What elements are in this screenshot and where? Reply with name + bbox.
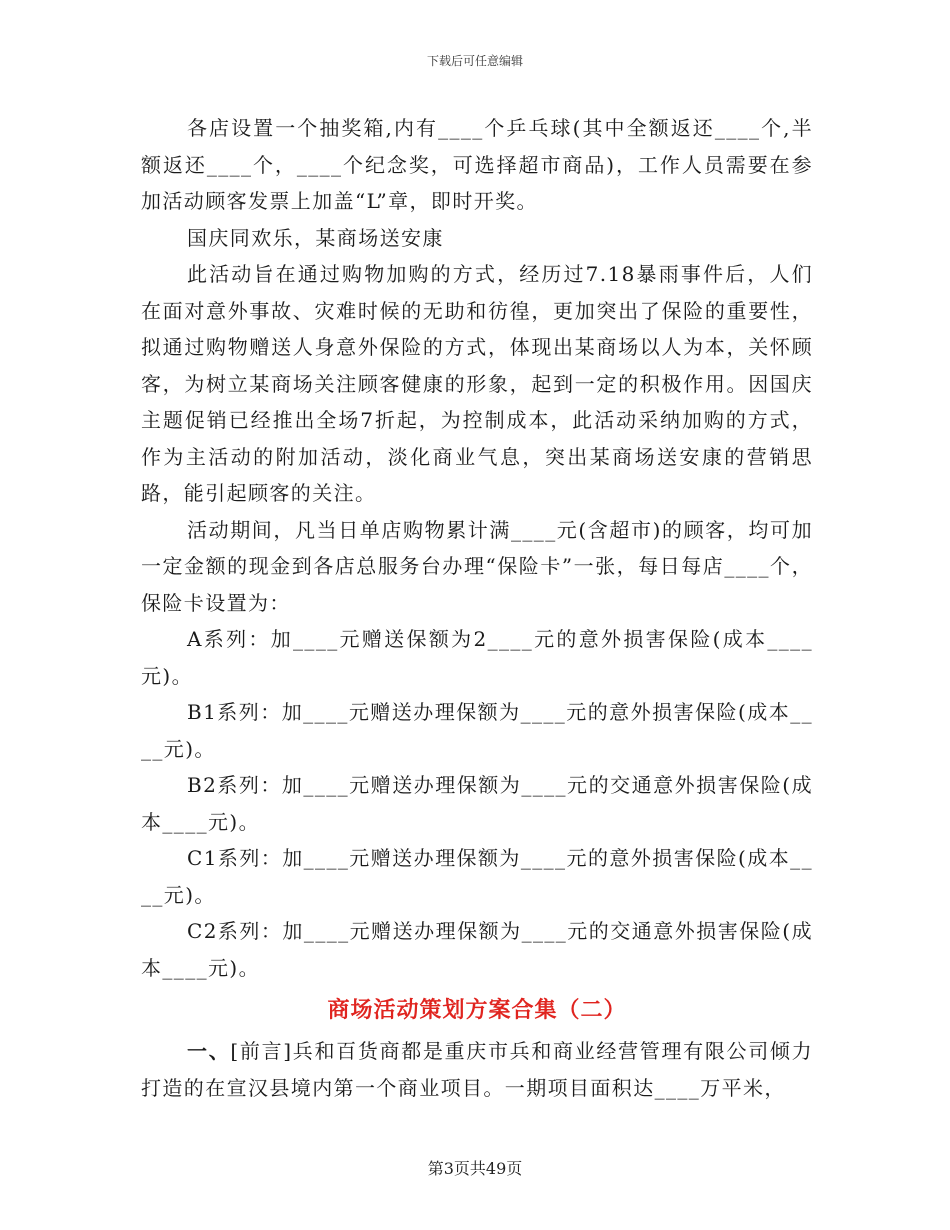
- paragraph-series-c2: C2系列：加____元赠送办理保额为____元的交通意外损害保险(成本____元)。: [141, 919, 813, 980]
- paragraph-purpose: 此活动旨在通过购物加购的方式，经历过7.18暴雨事件后，人们在面对意外事故、灾难时候的无助和彷徨，更加突出了保险的重要性，拟通过购物赠送人身意外保险的方式，体现出某商场以人为本，关怀顾客，为树立某商场关注顾客健康的形象，起到一定的积极作用。因国庆主题促销已经推出全场7折起，为控制成本，此活动采纳加购的方式，作为主活动的附加活动，淡化商业气息，突出某商场送安康的营销思路，能引起顾客的关注。: [141, 262, 813, 505]
- document-body: [141, 110, 813, 1106]
- section-heading: 商场活动策划方案合集（二）: [327, 998, 627, 1023]
- paragraph-subtitle: 国庆同欢乐，某商场送安康: [187, 225, 444, 250]
- paragraph-series-b1: B1系列：加____元赠送办理保额为____元的意外损害保险(成本____元)。: [141, 700, 813, 761]
- page-header: 下载后可任意编辑: [426, 54, 523, 68]
- paragraph-lottery: 各店设置一个抽奖箱,内有____个乒乓球(其中全额返还____个,半额返还____个，____个纪念奖，可选择超市商品)，工作人员需要在参加活动顾客发票上加盖“L”章，即时开奖。: [141, 116, 813, 213]
- preface-text: [前言]兵和百货商都是重庆市兵和商业经营管理有限公司倾力打造的在宣汉县境内第一个商业项目。一期项目面积达____万平米，: [141, 1039, 813, 1100]
- paragraph-series-a: A系列：加____元赠送保额为2____元的意外损害保险(成本____元)。: [141, 627, 813, 688]
- paragraph-preface: [141, 1033, 813, 1106]
- paragraph-series-b2: B2系列：加____元赠送办理保额为____元的交通意外损害保险(成本____元)。: [141, 773, 813, 834]
- page-footer: 第3页共49页: [427, 1159, 523, 1178]
- preface-lead: 一、: [187, 1039, 231, 1063]
- paragraph-activity-period: 活动期间，凡当日单店购物累计满____元(含超市)的顾客，均可加一定金额的现金到各店总服务台办理“保险卡”一张，每日每店____个，保险卡设置为：: [141, 517, 813, 615]
- paragraph-series-c1: C1系列：加____元赠送办理保额为____元的意外损害保险(成本____元)。: [141, 846, 813, 907]
